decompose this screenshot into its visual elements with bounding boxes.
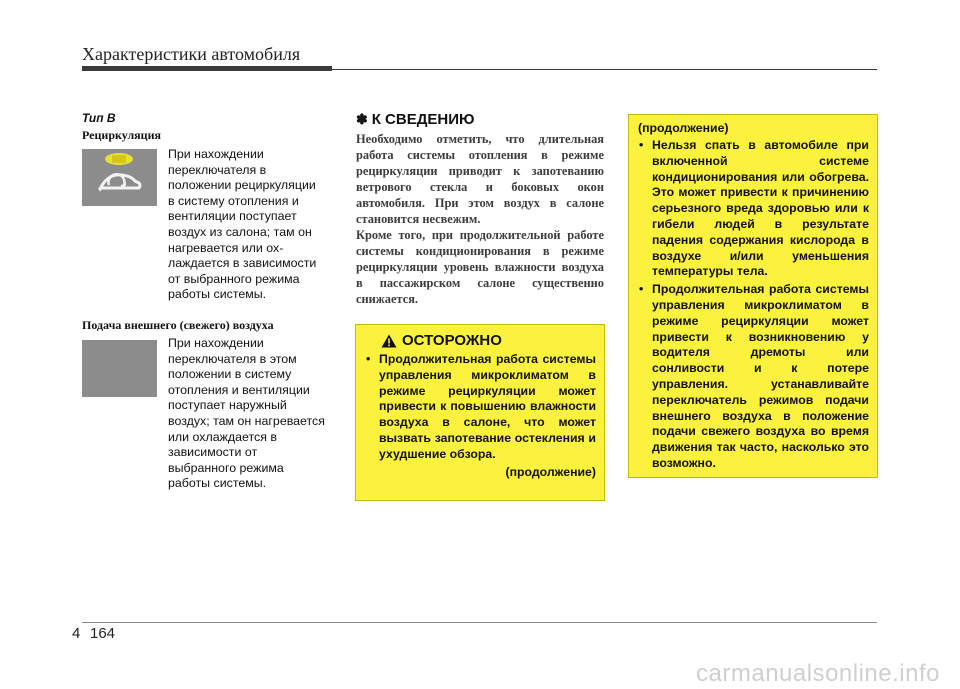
fresh-air-heading: Подача внешнего (свежего) воздуха <box>82 318 274 332</box>
page-number: 164 <box>90 625 116 642</box>
recirc-line: положении рециркуляции <box>168 178 316 193</box>
page-header-title: Характеристики автомобиля <box>82 44 301 64</box>
recirc-line: воздух из салона; там он <box>168 224 312 239</box>
notice-body <box>356 131 604 307</box>
fresh-line: отопления и вентиляции <box>168 382 310 397</box>
notice-title-text: К СВЕДЕНИЮ <box>371 111 475 128</box>
fresh-line: работы системы. <box>168 476 267 491</box>
warning-list <box>365 352 596 463</box>
fresh-line: или охлаждается в <box>168 429 277 444</box>
type-label: Тип B <box>82 111 116 125</box>
continued-warning-list <box>638 138 869 472</box>
recirc-line: При нахождении <box>168 147 264 161</box>
recirc-line: работы системы. <box>168 287 267 302</box>
chapter-number: 4 <box>72 625 81 642</box>
site-watermark: carmanualsonline.info <box>696 660 940 687</box>
warning-bullet: • Продолжительная работа системы управления микроклиматом в режиме рециркуляции может привести к возникновению у водителя дремоты или сонливости и к потере управления. устанавливайте переключатель режимов подачи внешнего воздуха в положение подачи свежего воздуха во время движения так часто, насколько это возможно. <box>639 282 869 470</box>
recirc-line: вентиляции поступает <box>168 209 297 224</box>
fresh-line: выбранного режима <box>168 460 284 475</box>
warning-triangle-icon <box>381 334 397 348</box>
recirculation-heading: Рециркуляция <box>82 128 161 142</box>
fresh-line: воздух; там он нагревается <box>168 413 325 428</box>
fresh-air-description <box>168 336 333 492</box>
recirc-line: переключателя в <box>168 162 267 177</box>
footer-rule <box>82 622 877 623</box>
recirculation-description <box>168 147 333 303</box>
fresh-line: положении в систему <box>168 367 292 382</box>
recirc-line: лаждается в зависимости <box>168 256 317 271</box>
warning-box <box>355 324 605 501</box>
fresh-line: зависимости от <box>168 445 258 460</box>
fresh-line: переключателя в этом <box>168 351 297 366</box>
continued-label: (продолжение) <box>638 121 729 135</box>
warning-bullet: • Продолжительная работа системы управления микроклиматом в режиме рециркуляции может привести к повышению влажности воздуха в салоне, что может вызвать запотевание остекления и ухудшение обзора. <box>366 352 596 461</box>
notice-heading <box>356 111 475 128</box>
notice-paragraph: Необходимо отметить, что длительная работа системы отопления в режиме рециркуляции приводит к запотеванию ветрового стекла и боковых окон автомобиля. При этом воздух в салоне становится несвежим. <box>356 132 604 226</box>
recirculation-icon <box>82 149 157 206</box>
fresh-line: поступает наружный <box>168 398 287 413</box>
fresh-air-button-image <box>82 340 157 397</box>
recirc-line: от выбранного режима <box>168 271 300 286</box>
header-rule <box>82 69 877 70</box>
warning-continued: (продолжение) <box>505 464 596 479</box>
asterisk-icon: ✽ <box>356 111 368 127</box>
warning-title: ОСТОРОЖНО <box>402 332 502 349</box>
recirc-line: в систему отопления и <box>168 193 299 208</box>
fresh-line: При нахождении <box>168 336 264 350</box>
warning-heading <box>365 332 596 349</box>
notice-paragraph: Кроме того, при продолжительной работе системы кондиционирования в режиме рециркуляции уровень влажности воздуха в пассажирском салоне существенно снижается. <box>356 228 604 306</box>
continued-warning-box <box>628 114 878 478</box>
recirculation-button-image <box>82 149 157 206</box>
recirc-line: нагревается или ох- <box>168 240 284 255</box>
warning-bullet: • Нельзя спать в автомобиле при включенной системе кондиционирования или обогрева. Это может привести к причинению серьезного вреда здоровью или к гибели людей в результате падения содержания кислорода в воздухе и/или уменьшения температуры тела. <box>639 138 869 279</box>
